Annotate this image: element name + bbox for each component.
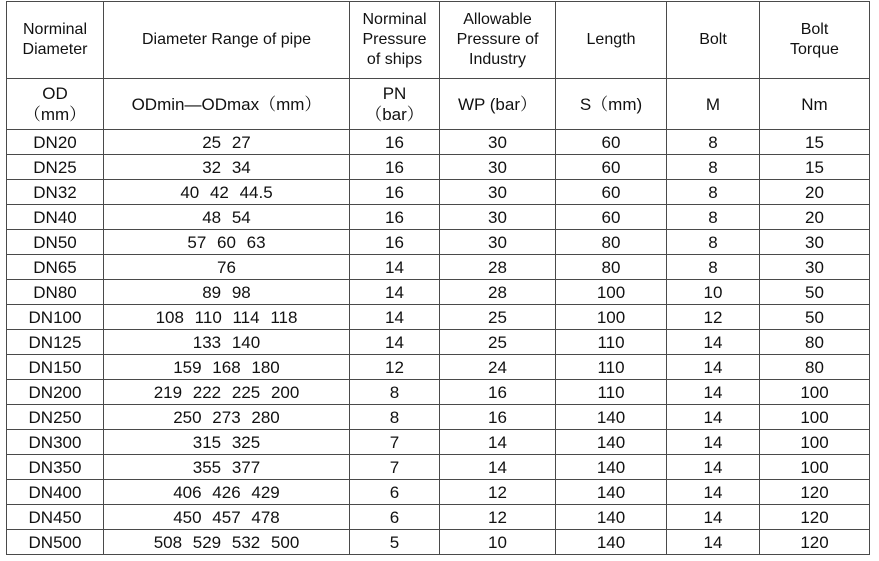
- unit-torque: Nm: [760, 79, 870, 130]
- cell-length: 100: [556, 280, 667, 305]
- cell-wp: 28: [440, 255, 556, 280]
- cell-wp: 14: [440, 455, 556, 480]
- cell-pn: 14: [350, 305, 440, 330]
- units-row: [7, 79, 870, 130]
- table-row: [7, 130, 870, 155]
- table-row: [7, 280, 870, 305]
- table-row: [7, 355, 870, 380]
- cell-pn: 16: [350, 230, 440, 255]
- cell-bolt: 8: [667, 205, 760, 230]
- cell-pn: 16: [350, 155, 440, 180]
- cell-bolt: 8: [667, 155, 760, 180]
- cell-pn: 14: [350, 255, 440, 280]
- cell-dn: DN500: [7, 530, 104, 555]
- header-bolt: Bolt: [667, 2, 760, 79]
- unit-wp: WP (bar）: [440, 79, 556, 130]
- cell-wp: 28: [440, 280, 556, 305]
- cell-dn: DN125: [7, 330, 104, 355]
- cell-length: 140: [556, 455, 667, 480]
- cell-dn: DN400: [7, 480, 104, 505]
- table-row: [7, 505, 870, 530]
- cell-length: 110: [556, 355, 667, 380]
- cell-dn: DN350: [7, 455, 104, 480]
- cell-diameter-range: 25 27: [104, 130, 350, 155]
- header-allowable-pressure: Allowable Pressure of Industry: [440, 2, 556, 79]
- cell-wp: 30: [440, 180, 556, 205]
- cell-torque: 30: [760, 255, 870, 280]
- cell-bolt: 14: [667, 380, 760, 405]
- cell-torque: 80: [760, 355, 870, 380]
- cell-pn: 14: [350, 330, 440, 355]
- cell-diameter-range: 40 42 44.5: [104, 180, 350, 205]
- cell-pn: 6: [350, 505, 440, 530]
- cell-dn: DN20: [7, 130, 104, 155]
- cell-dn: DN200: [7, 380, 104, 405]
- cell-bolt: 14: [667, 455, 760, 480]
- cell-dn: DN50: [7, 230, 104, 255]
- cell-torque: 80: [760, 330, 870, 355]
- pipe-coupling-spec-table: [6, 1, 870, 555]
- cell-pn: 7: [350, 430, 440, 455]
- unit-bolt: M: [667, 79, 760, 130]
- cell-torque: 20: [760, 205, 870, 230]
- cell-diameter-range: 219 222 225 200: [104, 380, 350, 405]
- cell-dn: DN80: [7, 280, 104, 305]
- cell-torque: 120: [760, 505, 870, 530]
- cell-bolt: 12: [667, 305, 760, 330]
- cell-pn: 7: [350, 455, 440, 480]
- cell-torque: 15: [760, 130, 870, 155]
- cell-wp: 24: [440, 355, 556, 380]
- cell-pn: 12: [350, 355, 440, 380]
- cell-wp: 25: [440, 330, 556, 355]
- cell-diameter-range: 48 54: [104, 205, 350, 230]
- table-row: [7, 405, 870, 430]
- cell-bolt: 14: [667, 405, 760, 430]
- cell-diameter-range: 76: [104, 255, 350, 280]
- header-nominal-diameter: Norminal Diameter: [7, 2, 104, 79]
- cell-torque: 50: [760, 280, 870, 305]
- cell-torque: 120: [760, 480, 870, 505]
- cell-diameter-range: 108 110 114 118: [104, 305, 350, 330]
- cell-diameter-range: 57 60 63: [104, 230, 350, 255]
- cell-bolt: 14: [667, 505, 760, 530]
- cell-length: 140: [556, 405, 667, 430]
- cell-bolt: 14: [667, 330, 760, 355]
- cell-pn: 8: [350, 380, 440, 405]
- cell-dn: DN250: [7, 405, 104, 430]
- cell-torque: 100: [760, 455, 870, 480]
- table-row: [7, 480, 870, 505]
- header-bolt-torque: Bolt Torque: [760, 2, 870, 79]
- table-row: [7, 430, 870, 455]
- cell-diameter-range: 32 34: [104, 155, 350, 180]
- header-diameter-range: Diameter Range of pipe: [104, 2, 350, 79]
- cell-diameter-range: 315 325: [104, 430, 350, 455]
- cell-pn: 16: [350, 205, 440, 230]
- cell-wp: 10: [440, 530, 556, 555]
- cell-diameter-range: 450 457 478: [104, 505, 350, 530]
- unit-od-range: ODmin—ODmax（mm）: [104, 79, 350, 130]
- cell-wp: 25: [440, 305, 556, 330]
- cell-dn: DN25: [7, 155, 104, 180]
- cell-torque: 100: [760, 380, 870, 405]
- cell-bolt: 8: [667, 130, 760, 155]
- cell-dn: DN100: [7, 305, 104, 330]
- cell-torque: 100: [760, 405, 870, 430]
- cell-bolt: 14: [667, 355, 760, 380]
- cell-dn: DN150: [7, 355, 104, 380]
- table-row: [7, 205, 870, 230]
- cell-bolt: 8: [667, 230, 760, 255]
- header-length: Length: [556, 2, 667, 79]
- cell-diameter-range: 250 273 280: [104, 405, 350, 430]
- cell-pn: 8: [350, 405, 440, 430]
- cell-dn: DN40: [7, 205, 104, 230]
- table-row: [7, 530, 870, 555]
- cell-wp: 30: [440, 130, 556, 155]
- cell-bolt: 10: [667, 280, 760, 305]
- cell-diameter-range: 159 168 180: [104, 355, 350, 380]
- cell-wp: 16: [440, 405, 556, 430]
- cell-bolt: 8: [667, 255, 760, 280]
- cell-torque: 30: [760, 230, 870, 255]
- cell-pn: 16: [350, 180, 440, 205]
- table-row: [7, 255, 870, 280]
- table-row: [7, 230, 870, 255]
- cell-dn: DN300: [7, 430, 104, 455]
- cell-wp: 16: [440, 380, 556, 405]
- cell-pn: 14: [350, 280, 440, 305]
- table-header: [7, 2, 870, 130]
- cell-bolt: 14: [667, 530, 760, 555]
- cell-wp: 30: [440, 230, 556, 255]
- cell-length: 140: [556, 530, 667, 555]
- unit-length: S（mm): [556, 79, 667, 130]
- table-row: [7, 380, 870, 405]
- cell-wp: 12: [440, 480, 556, 505]
- cell-length: 140: [556, 430, 667, 455]
- cell-diameter-range: 406 426 429: [104, 480, 350, 505]
- table-body: [7, 130, 870, 555]
- cell-length: 80: [556, 255, 667, 280]
- cell-length: 60: [556, 180, 667, 205]
- cell-torque: 50: [760, 305, 870, 330]
- cell-torque: 20: [760, 180, 870, 205]
- cell-length: 60: [556, 130, 667, 155]
- cell-torque: 120: [760, 530, 870, 555]
- cell-diameter-range: 355 377: [104, 455, 350, 480]
- cell-pn: 6: [350, 480, 440, 505]
- cell-length: 140: [556, 480, 667, 505]
- table-row: [7, 305, 870, 330]
- table-row: [7, 455, 870, 480]
- cell-diameter-range: 133 140: [104, 330, 350, 355]
- table-row: [7, 155, 870, 180]
- cell-dn: DN450: [7, 505, 104, 530]
- spec-table-container: [6, 1, 869, 555]
- cell-length: 80: [556, 230, 667, 255]
- cell-dn: DN32: [7, 180, 104, 205]
- table-row: [7, 330, 870, 355]
- cell-length: 60: [556, 155, 667, 180]
- cell-length: 110: [556, 380, 667, 405]
- cell-wp: 14: [440, 430, 556, 455]
- cell-length: 100: [556, 305, 667, 330]
- cell-length: 140: [556, 505, 667, 530]
- cell-wp: 30: [440, 205, 556, 230]
- cell-dn: DN65: [7, 255, 104, 280]
- cell-bolt: 14: [667, 480, 760, 505]
- cell-torque: 15: [760, 155, 870, 180]
- header-nominal-pressure: Norminal Pressure of ships: [350, 2, 440, 79]
- unit-od: OD （mm）: [7, 79, 104, 130]
- cell-length: 110: [556, 330, 667, 355]
- cell-bolt: 14: [667, 430, 760, 455]
- cell-wp: 12: [440, 505, 556, 530]
- cell-pn: 16: [350, 130, 440, 155]
- cell-bolt: 8: [667, 180, 760, 205]
- cell-diameter-range: 508 529 532 500: [104, 530, 350, 555]
- cell-torque: 100: [760, 430, 870, 455]
- cell-pn: 5: [350, 530, 440, 555]
- table-row: [7, 180, 870, 205]
- unit-pn: PN （bar）: [350, 79, 440, 130]
- cell-wp: 30: [440, 155, 556, 180]
- cell-length: 60: [556, 205, 667, 230]
- header-row: [7, 2, 870, 79]
- cell-diameter-range: 89 98: [104, 280, 350, 305]
